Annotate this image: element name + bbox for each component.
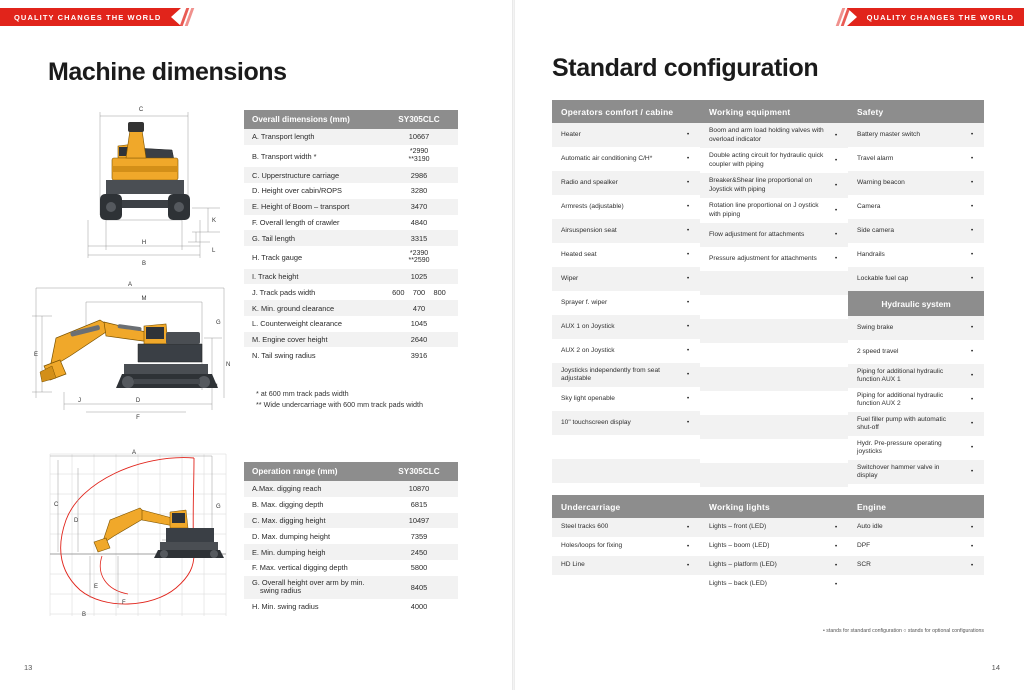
- config-row: [552, 518, 700, 537]
- row-value: 7359: [410, 531, 428, 541]
- row-label: B. Transport width *: [252, 151, 317, 161]
- engine-header: Engine: [848, 495, 984, 518]
- row-label: Piping for additional hydraulic function AUX 2: [857, 391, 944, 407]
- config-row: [848, 195, 984, 219]
- config-row: [700, 575, 848, 594]
- row-label: Travel alarm: [857, 154, 894, 162]
- svg-text:L: L: [212, 248, 216, 254]
- standard-mark: •: [970, 204, 974, 210]
- footnote-1: * at 600 mm track pads width: [256, 389, 349, 398]
- table-row: [244, 528, 458, 544]
- svg-text:E: E: [34, 352, 39, 358]
- row-label: HD Line: [561, 561, 585, 569]
- config-row: [848, 267, 984, 291]
- row-value: 10667: [408, 132, 430, 142]
- row-label: Armrests (adjustable): [561, 202, 624, 210]
- operation-range-header-label: Operation range (mm): [244, 462, 380, 481]
- config-row: [848, 364, 984, 388]
- standard-mark: •: [834, 182, 838, 189]
- overall-dimensions-header-label: Overall dimensions (mm): [244, 110, 380, 129]
- banner-left-bar: [0, 8, 171, 26]
- row-value: 10870: [408, 484, 430, 494]
- standard-mark: •: [834, 524, 838, 531]
- config-row: [700, 518, 848, 537]
- row-label: J. Track pads width: [252, 287, 316, 297]
- working-equipment-header: Working equipment: [700, 100, 848, 123]
- banner-right-text: QUALITY CHANGES THE WORLD: [866, 12, 1014, 22]
- working-lights-column: [700, 495, 848, 594]
- row-label: I. Track height: [252, 271, 299, 281]
- standard-mark: •: [970, 325, 974, 331]
- row-label: Boom and arm load holding valves with overload indicator: [709, 127, 824, 143]
- standard-mark: •: [970, 543, 974, 550]
- row-value: 8405: [410, 582, 428, 592]
- svg-text:E: E: [94, 584, 99, 590]
- config-row-spacer: [700, 271, 848, 295]
- row-value: 470: [412, 303, 426, 313]
- standard-mark: •: [686, 180, 690, 186]
- row-label: E. Min. dumping heigh: [252, 547, 326, 557]
- row-label: A.Max. digging reach: [252, 484, 322, 494]
- table-row: [244, 129, 458, 145]
- row-label: B. Max. digging depth: [252, 500, 324, 510]
- config-row: [848, 537, 984, 556]
- working-lights-header: Working lights: [700, 495, 848, 518]
- configuration-legend: • stands for standard configuration ○ stands for optional configurations: [823, 628, 984, 634]
- config-row: [552, 537, 700, 556]
- standard-mark: •: [970, 180, 974, 186]
- row-label: Lockable fuel cap: [857, 274, 909, 282]
- page-gutter: [512, 0, 515, 690]
- table-row: [244, 576, 458, 599]
- safety-header: Safety: [848, 100, 984, 123]
- svg-text:B: B: [81, 612, 87, 618]
- row-label: Lights – front (LED): [709, 523, 767, 531]
- row-label: Sprayer f. wiper: [561, 298, 608, 306]
- config-row: [848, 460, 984, 484]
- table-row: [244, 332, 458, 348]
- standard-mark: •: [686, 324, 690, 330]
- row-label: Swing brake: [857, 323, 894, 331]
- config-row: [848, 316, 984, 340]
- config-row: [552, 267, 700, 291]
- standard-mark: •: [686, 204, 690, 210]
- row-value: 2986: [410, 170, 428, 180]
- standard-mark: •: [970, 252, 974, 258]
- page-number-left: 13: [24, 663, 33, 672]
- row-label: Piping for additional hydraulic function AUX 1: [857, 367, 944, 383]
- standard-mark: •: [970, 373, 974, 379]
- row-label: Pressure adjustment for attachments: [709, 254, 817, 262]
- machine-front-view-drawing: [60, 100, 230, 270]
- config-row: [848, 340, 984, 364]
- standard-mark: •: [686, 562, 690, 569]
- standard-mark: •: [686, 276, 690, 282]
- row-label: Battery master switch: [857, 130, 921, 138]
- row-label: Side camera: [857, 226, 895, 234]
- table-row: [244, 145, 458, 167]
- table-row: [244, 300, 458, 316]
- row-label: H. Min. swing radius: [252, 602, 319, 612]
- dimensions-footnotes: [256, 388, 466, 410]
- standard-mark: •: [686, 420, 690, 426]
- config-row: [700, 223, 848, 247]
- config-row-spacer: [700, 463, 848, 487]
- standard-mark: •: [970, 562, 974, 569]
- config-row: [848, 171, 984, 195]
- operators-comfort-header: Operators comfort / cabine: [552, 100, 700, 123]
- configuration-block-1: [552, 100, 984, 511]
- standard-mark: •: [686, 300, 690, 306]
- config-row: [848, 219, 984, 243]
- row-value: 3280: [410, 186, 428, 196]
- row-value: 6815: [410, 500, 428, 510]
- standard-mark: •: [686, 228, 690, 234]
- row-value: *2990 **3190: [408, 148, 430, 163]
- standard-mark: •: [686, 156, 690, 162]
- svg-text:D: D: [135, 398, 141, 404]
- operation-range-body: [244, 481, 458, 615]
- row-label: Hydr. Pre-pressure operating joysticks: [857, 439, 942, 455]
- table-header-row: [244, 462, 458, 481]
- config-row: [552, 195, 700, 219]
- standard-mark: •: [686, 252, 690, 258]
- table-header-row: [244, 110, 458, 129]
- overall-dimensions-header-value: SY305CLC: [380, 110, 458, 129]
- row-label: Lights – boom (LED): [709, 542, 770, 550]
- row-label: Rotation line proportional on J oystick with piping: [709, 202, 819, 218]
- row-label: Heater: [561, 130, 581, 138]
- config-row: [552, 147, 700, 171]
- row-label: M. Engine cover height: [252, 335, 328, 345]
- row-label: G. Overall height over arm by min. swing radius: [252, 578, 365, 596]
- row-value: 1025: [410, 271, 428, 281]
- table-row: [244, 347, 458, 363]
- table-row: [244, 199, 458, 215]
- row-label: Switchover hammer valve in display: [857, 463, 940, 479]
- right-page: [512, 0, 1024, 690]
- svg-text:F: F: [122, 600, 126, 606]
- config-row-spacer: [552, 459, 700, 483]
- row-value: 3315: [410, 233, 428, 243]
- page-title-left: Machine dimensions: [48, 58, 287, 86]
- svg-text:B: B: [141, 261, 147, 267]
- standard-mark: •: [834, 562, 838, 569]
- config-row: [700, 247, 848, 271]
- svg-text:A: A: [127, 282, 133, 288]
- standard-mark: •: [686, 524, 690, 531]
- row-value: 600 700 800: [392, 287, 446, 297]
- config-row: [848, 147, 984, 171]
- row-label: C. Upperstructure carriage: [252, 170, 340, 180]
- row-label: Lights – platform (LED): [709, 561, 777, 569]
- table-row: [244, 599, 458, 615]
- operators-comfort-column: [552, 100, 700, 511]
- footnote-2: ** Wide undercarriage with 600 mm track pads width: [256, 400, 423, 410]
- row-label: SCR: [857, 561, 871, 569]
- operation-range-drawing: [44, 448, 240, 623]
- standard-mark: •: [834, 256, 838, 262]
- operation-range-table: [244, 462, 458, 615]
- config-row: [848, 556, 984, 575]
- row-label: L. Counterweight clearance: [252, 319, 342, 329]
- config-row: [848, 123, 984, 147]
- svg-text:M: M: [141, 296, 147, 302]
- row-label: N. Tail swing radius: [252, 350, 316, 360]
- table-row: [244, 246, 458, 268]
- row-label: 2 speed travel: [857, 347, 899, 355]
- row-label: Heated seat: [561, 250, 597, 258]
- config-row-spacer: [700, 391, 848, 415]
- row-label: Sky light openable: [561, 394, 615, 402]
- config-row: [700, 537, 848, 556]
- row-label: Breaker&Shear line proportional on Joystick with piping: [709, 177, 812, 193]
- config-row: [552, 363, 700, 387]
- row-value: 3916: [410, 350, 428, 360]
- standard-mark: •: [686, 132, 690, 138]
- engine-column: [848, 495, 984, 594]
- machine-side-view-drawing: [26, 280, 234, 420]
- standard-mark: •: [970, 156, 974, 162]
- table-row: [244, 284, 458, 300]
- row-label: 10" touchscreen display: [561, 418, 631, 426]
- standard-mark: •: [686, 543, 690, 550]
- svg-text:A: A: [131, 450, 137, 456]
- standard-mark: •: [834, 157, 838, 164]
- row-label: C. Max. digging height: [252, 515, 326, 525]
- config-row: [848, 436, 984, 460]
- svg-text:G: G: [216, 320, 221, 326]
- banner-left: [0, 8, 191, 26]
- standard-mark: •: [970, 445, 974, 451]
- undercarriage-column: [552, 495, 700, 594]
- row-label: AUX 2 on Joystick: [561, 346, 615, 354]
- standard-mark: •: [834, 581, 838, 588]
- svg-text:J: J: [78, 398, 81, 404]
- banner-left-stripes: [181, 8, 191, 26]
- page-number-right: 14: [991, 663, 1000, 672]
- standard-mark: •: [834, 132, 838, 139]
- config-row-spacer: [552, 575, 700, 594]
- config-row-spacer: [848, 575, 984, 594]
- hydraulic-system-subheader: Hydraulic system: [848, 291, 984, 316]
- safety-column: [848, 100, 984, 511]
- table-row: [244, 513, 458, 529]
- table-row: [244, 215, 458, 231]
- row-label: G. Tail length: [252, 233, 296, 243]
- standard-mark: •: [970, 228, 974, 234]
- row-label: Joysticks independently from seat adjustable: [561, 366, 660, 382]
- row-label: Automatic air conditioning C/H*: [561, 154, 653, 162]
- table-row: [244, 497, 458, 513]
- config-row-spacer: [700, 415, 848, 439]
- page-title-right: Standard configuration: [552, 54, 819, 82]
- row-label: Camera: [857, 202, 881, 210]
- row-label: A. Transport length: [252, 132, 315, 142]
- row-value: 1045: [410, 319, 428, 329]
- standard-mark: •: [834, 232, 838, 238]
- config-row: [552, 243, 700, 267]
- row-label: Handrails: [857, 250, 885, 258]
- row-label: Double acting circuit for hydraulic quick coupler with piping: [709, 152, 824, 168]
- config-row: [552, 171, 700, 195]
- row-label: Fuel filler pump with automatic shut-off: [857, 415, 947, 431]
- config-row-spacer: [700, 319, 848, 343]
- overall-dimensions-table: [244, 110, 458, 363]
- config-row: [552, 219, 700, 243]
- row-label: Radio and spealker: [561, 178, 618, 186]
- configuration-block-2: [552, 495, 984, 594]
- standard-mark: •: [970, 132, 974, 138]
- standard-mark: •: [686, 348, 690, 354]
- row-value: 2640: [410, 335, 428, 345]
- banner-right-bar: [857, 8, 1024, 26]
- config-row-spacer: [552, 435, 700, 459]
- config-row: [700, 198, 848, 223]
- table-row: [244, 544, 458, 560]
- overall-dimensions-body: [244, 129, 458, 363]
- svg-text:N: N: [226, 362, 231, 368]
- row-label: K. Min. ground clearance: [252, 303, 335, 313]
- row-label: E. Height of Boom – transport: [252, 202, 350, 212]
- standard-mark: •: [834, 543, 838, 550]
- config-row: [848, 412, 984, 436]
- row-label: D. Max. dumping height: [252, 531, 331, 541]
- standard-mark: •: [970, 397, 974, 403]
- config-row: [552, 291, 700, 315]
- row-label: F. Overall length of crawler: [252, 217, 340, 227]
- config-row: [700, 173, 848, 198]
- standard-mark: •: [970, 421, 974, 427]
- standard-mark: •: [970, 349, 974, 355]
- table-row: [244, 560, 458, 576]
- row-label: F. Max. vertical digging depth: [252, 563, 348, 573]
- banner-right-stripes: [837, 8, 847, 26]
- table-row: [244, 316, 458, 332]
- table-row: [244, 167, 458, 183]
- table-row: [244, 481, 458, 497]
- row-label: Holes/loops for fixing: [561, 542, 623, 550]
- svg-text:K: K: [212, 218, 217, 224]
- row-label: Auto idle: [857, 523, 883, 531]
- row-label: Steel tracks 600: [561, 523, 609, 531]
- config-row-spacer: [700, 343, 848, 367]
- config-row: [552, 387, 700, 411]
- config-row: [700, 556, 848, 575]
- config-row: [848, 243, 984, 267]
- working-equipment-column: [700, 100, 848, 511]
- banner-right: [837, 8, 1024, 26]
- svg-text:G: G: [216, 504, 221, 510]
- standard-mark: •: [970, 469, 974, 475]
- row-value: 4000: [410, 602, 428, 612]
- standard-mark: •: [970, 276, 974, 282]
- standard-mark: •: [686, 396, 690, 402]
- config-grid-2: [552, 495, 984, 594]
- config-row: [700, 148, 848, 173]
- row-label: Airsuspension seat: [561, 226, 617, 234]
- standard-mark: •: [970, 524, 974, 531]
- standard-mark: •: [686, 372, 690, 378]
- row-label: DPF: [857, 542, 871, 550]
- config-row: [848, 388, 984, 412]
- config-row: [552, 339, 700, 363]
- row-label: Wiper: [561, 274, 579, 282]
- row-label: D. Height over cabin/ROPS: [252, 186, 342, 196]
- row-value: 4840: [410, 217, 428, 227]
- config-row: [552, 123, 700, 147]
- row-value: 5800: [410, 563, 428, 573]
- row-value: 2450: [410, 547, 428, 557]
- svg-text:D: D: [74, 518, 79, 524]
- row-label: Lights – back (LED): [709, 580, 767, 588]
- svg-text:F: F: [136, 415, 140, 420]
- standard-mark: •: [834, 207, 838, 214]
- banner-left-text: QUALITY CHANGES THE WORLD: [14, 12, 162, 22]
- operation-range-header-value: SY305CLC: [380, 462, 458, 481]
- row-value: 3470: [410, 202, 428, 212]
- row-label: AUX 1 on Joystick: [561, 322, 615, 330]
- svg-text:C: C: [54, 502, 59, 508]
- config-row: [552, 556, 700, 575]
- config-row: [552, 315, 700, 339]
- config-row-spacer: [700, 367, 848, 391]
- table-row: [244, 269, 458, 285]
- row-label: H. Track gauge: [252, 252, 303, 262]
- row-value: 10497: [408, 515, 430, 525]
- row-label: Warning beacon: [857, 178, 905, 186]
- row-label: Flow adjustment for attachments: [709, 230, 805, 238]
- config-row-spacer: [700, 295, 848, 319]
- row-value: *2390 **2590: [408, 249, 430, 265]
- table-row: [244, 230, 458, 246]
- config-row: [552, 411, 700, 435]
- undercarriage-header: Undercarriage: [552, 495, 700, 518]
- config-row-spacer: [700, 439, 848, 463]
- table-row: [244, 183, 458, 199]
- config-row: [700, 123, 848, 148]
- config-grid-1: [552, 100, 984, 511]
- svg-text:C: C: [138, 107, 144, 113]
- svg-text:H: H: [141, 240, 147, 246]
- config-row: [848, 518, 984, 537]
